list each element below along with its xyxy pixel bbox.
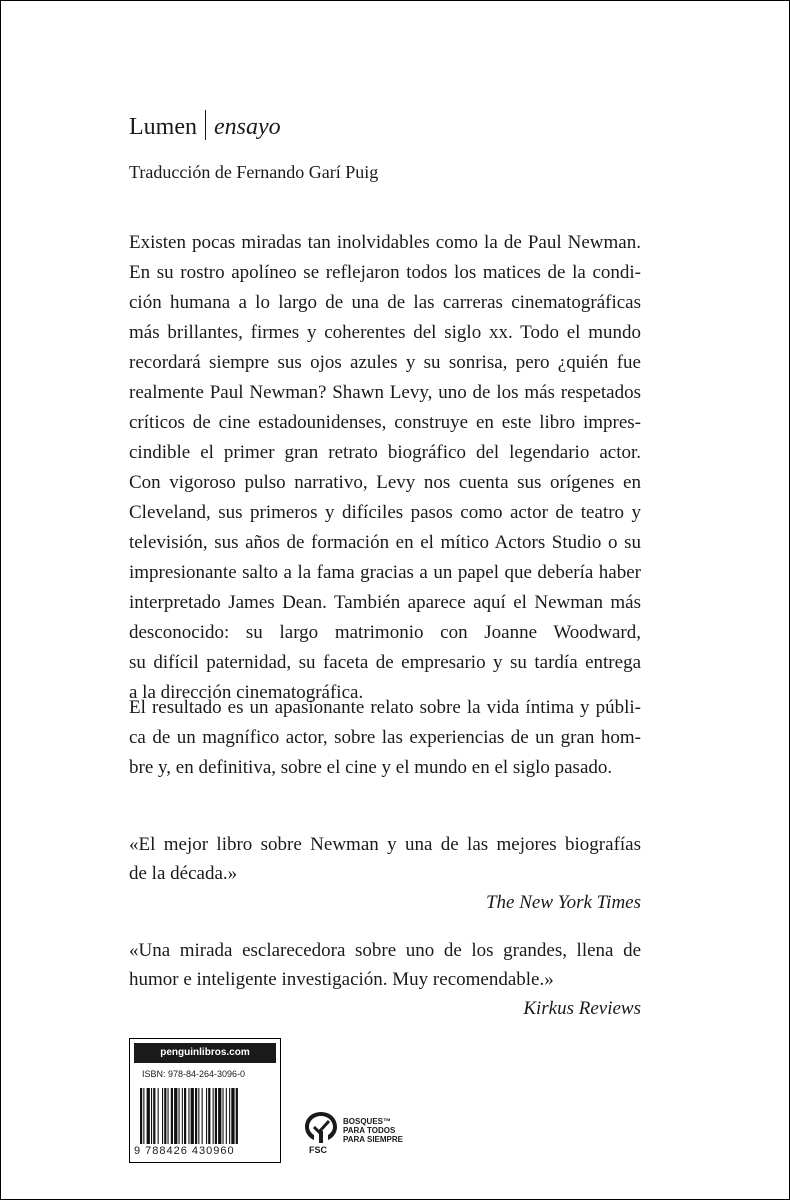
barcode-bar <box>223 1088 224 1144</box>
barcode-bar <box>174 1088 177 1144</box>
text-line: a la dirección cinematográfica. <box>129 682 364 703</box>
barcode-bar <box>182 1088 183 1144</box>
text-line: impresionante salto a la fama gracias a un papel que debería haber <box>129 562 641 583</box>
quote-source: Kirkus Reviews <box>523 998 641 1019</box>
translator-credit: Traducción de Fernando Garí Puig <box>129 162 379 182</box>
text-line: bre y, en definitiva, sobre el cine y el mundo en el siglo pasado. <box>129 757 613 778</box>
barcode-bar <box>162 1088 163 1144</box>
text-line: recordará siempre sus ojos azules y su sonrisa, pero ¿quién fue <box>129 352 641 373</box>
text-line: ca de un magnífico actor, sobre las experiencias de un gran hom- <box>129 727 641 748</box>
isbn-number: ISBN: 978-84-264-3096-0 <box>142 1069 246 1079</box>
barcode-bar <box>164 1088 166 1144</box>
barcode-bar <box>213 1088 214 1144</box>
fsc-slogan <box>343 1117 423 1144</box>
synopsis-paragraph-1 <box>129 228 641 708</box>
barcode-bar <box>188 1088 189 1144</box>
barcode-icon <box>140 1088 272 1144</box>
publisher-name: Lumen <box>129 114 197 140</box>
barcode-bar <box>179 1088 180 1144</box>
quote-line: humor e inteligente investigación. Muy recomendable.» <box>129 969 554 990</box>
review-quote <box>129 936 641 1023</box>
text-line: desconocido: su largo matrimonio con Joanne Woodward, <box>129 622 641 643</box>
barcode-bar <box>229 1088 230 1144</box>
isbn-barcode-box <box>129 1038 281 1163</box>
fsc-logo <box>301 1109 421 1161</box>
text-line: ción humana a lo largo de una de las carreras cinematográficas <box>129 292 641 313</box>
barcode-bar <box>206 1088 207 1144</box>
slogan-line: PARA TODOS <box>343 1126 396 1135</box>
quote-line: «Una mirada esclarecedora sobre uno de los grandes, llena de <box>129 940 641 961</box>
text-line: cindible el primer gran retrato biográfico del legendario actor. <box>129 442 641 463</box>
text-line: Existen pocas miradas tan inolvidables como la de Paul Newman. <box>129 232 641 253</box>
imprint-header <box>129 107 281 147</box>
barcode-bar <box>208 1088 210 1144</box>
publisher-url: penguinlibros.com <box>134 1043 276 1063</box>
text-line: El resultado es un apasionante relato sobre la vida íntima y públi- <box>129 697 641 718</box>
barcode-bar <box>215 1088 217 1144</box>
barcode-bar <box>147 1088 150 1144</box>
barcode-bar <box>202 1088 203 1144</box>
barcode-bar <box>236 1088 238 1144</box>
text-line: realmente Paul Newman? Shawn Levy, uno de los más respetados <box>129 382 641 403</box>
synopsis-paragraph-2 <box>129 693 641 783</box>
text-line: televisión, sus años de formación en el mítico Actors Studio o su <box>129 532 641 553</box>
barcode-bar <box>143 1088 144 1144</box>
review-quote <box>129 830 641 917</box>
slogan-line: BOSQUES™ <box>343 1117 392 1126</box>
barcode-bar <box>158 1088 159 1144</box>
barcode-bar <box>198 1088 199 1144</box>
barcode-bar <box>218 1088 221 1144</box>
barcode-bar <box>151 1088 152 1144</box>
quote-source: The New York Times <box>485 892 641 913</box>
barcode-digits: 9 788426 430960 <box>134 1145 235 1157</box>
barcode-bar <box>140 1088 142 1144</box>
fsc-label: FSC <box>309 1145 327 1155</box>
barcode-bar <box>171 1088 173 1144</box>
text-line: En su rostro apolíneo se reflejaron todos los matices de la condi- <box>129 262 641 283</box>
slogan-line: PARA SIEMPRE <box>343 1135 404 1144</box>
text-line: Con vigoroso pulso narrativo, Levy nos cuenta sus orígenes en <box>129 472 641 493</box>
quote-line: «El mejor libro sobre Newman y una de las mejores biografías <box>129 834 641 855</box>
text-line: Cleveland, sus primeros y difíciles pasos como actor de teatro y <box>129 502 641 523</box>
barcode-bar <box>226 1088 227 1144</box>
collection-name: ensayo <box>213 114 281 140</box>
quote-line: de la década.» <box>129 863 238 884</box>
text-line: su difícil paternidad, su faceta de empresario y su tardía entrega <box>129 652 641 673</box>
text-line: interpretado James Dean. También aparece aquí el Newman más <box>129 592 641 613</box>
text-line: críticos de cine estadounidenses, construye en este libro impres- <box>129 412 641 433</box>
tree-check-icon <box>301 1109 341 1145</box>
text-line: más brillantes, firmes y coherentes del siglo xx. Todo el mundo <box>129 322 641 343</box>
barcode-bar <box>191 1088 194 1144</box>
barcode-bar <box>168 1088 169 1144</box>
barcode-bar <box>153 1088 155 1144</box>
barcode-bar <box>195 1088 197 1144</box>
imprint-divider <box>205 110 206 140</box>
barcode-bar <box>184 1088 186 1144</box>
barcode-bar <box>231 1088 234 1144</box>
